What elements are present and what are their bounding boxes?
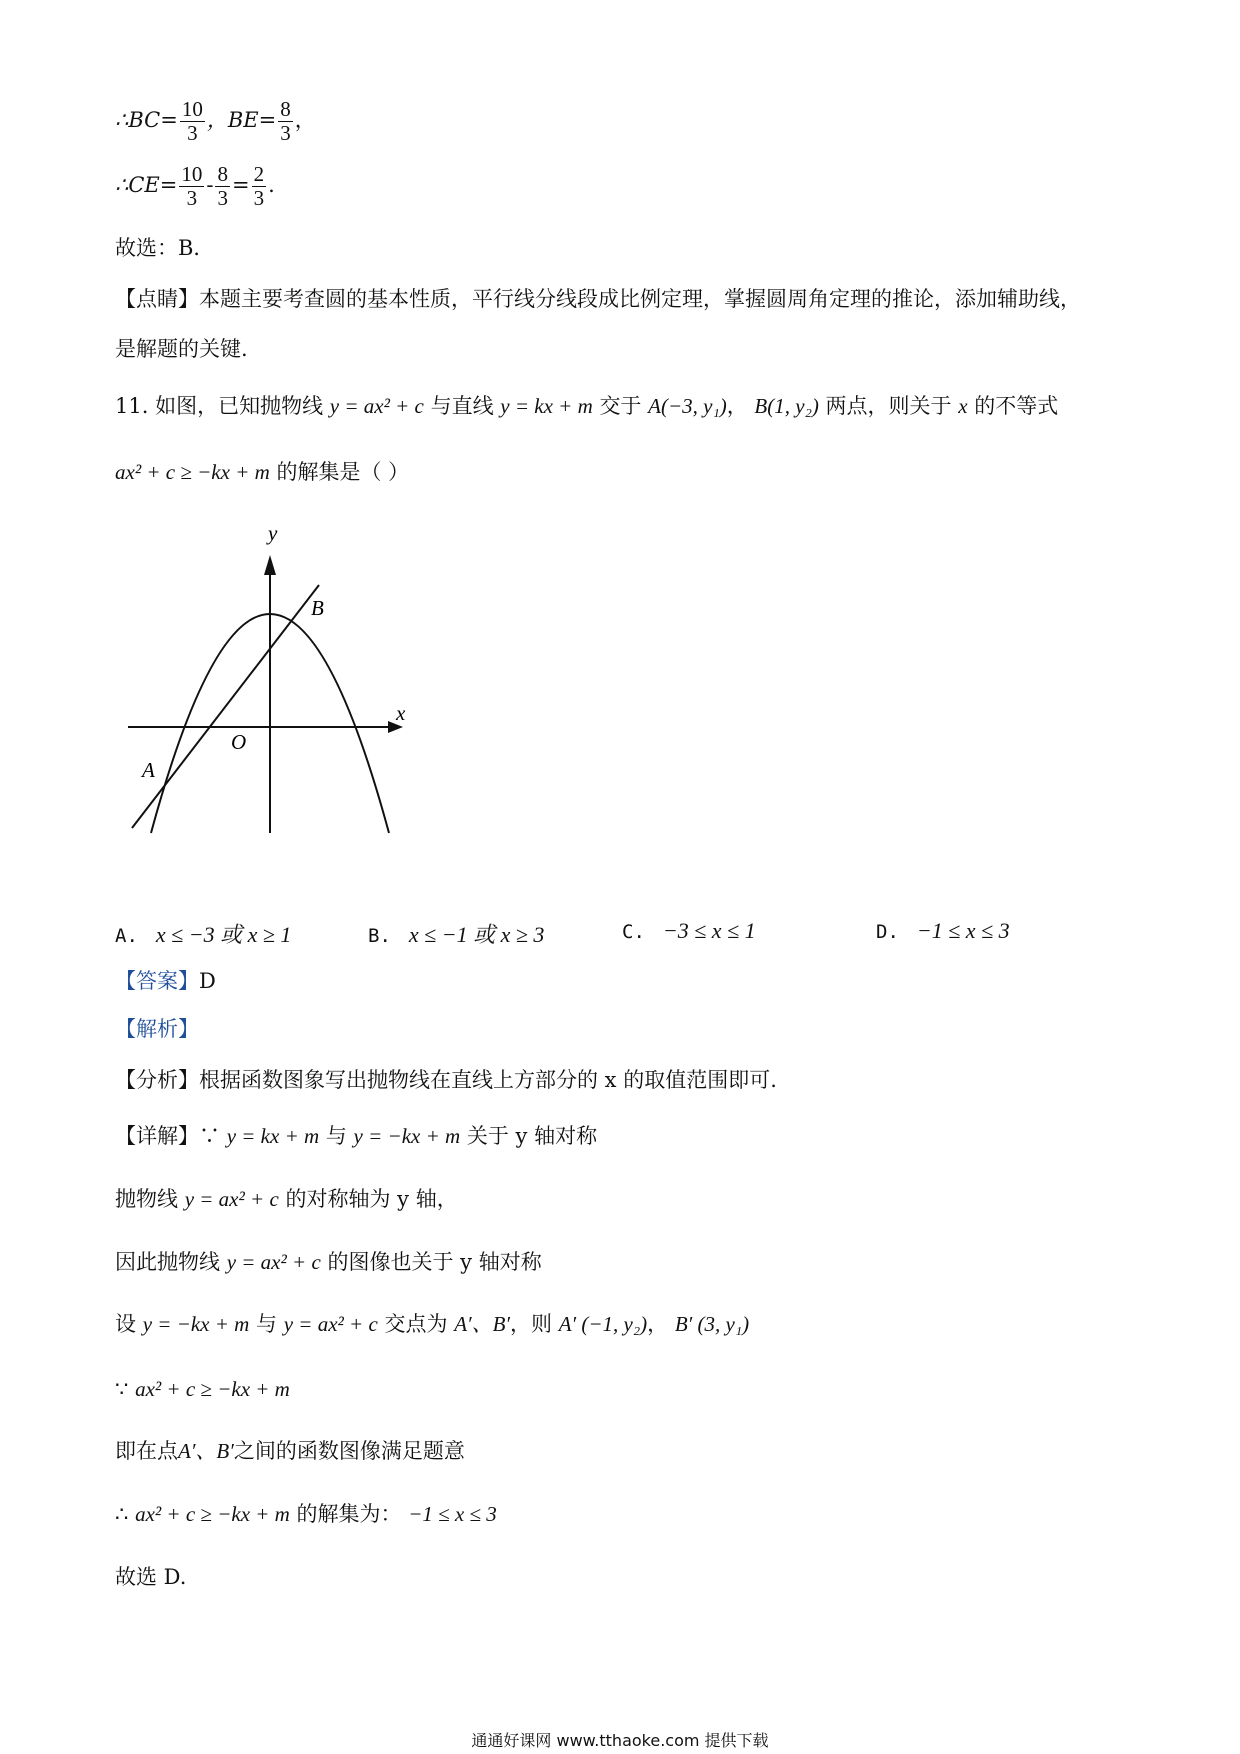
- label-x: x: [396, 701, 406, 725]
- label-origin: O: [231, 730, 247, 754]
- y-axis-arrow: [264, 555, 276, 575]
- point-a: A(−3, y₁): [648, 394, 727, 418]
- bc-be-line: ∴BC= $\frac{10}{3}$ ，BE= $\frac{8}{3}$ ，: [115, 97, 316, 146]
- analysis-tag: 【解析】: [115, 1017, 199, 1041]
- analysis-line-7: ∴ ax² + c ≥ −kx + m 的解集为： −1 ≤ x ≤ 3: [115, 1502, 497, 1526]
- ce-label: ∴CE=: [115, 173, 178, 198]
- question-number: 11.: [115, 394, 149, 418]
- analysis-line-5: ∵ ax² + c ≥ −kx + m: [115, 1377, 290, 1401]
- be-fraction: $\frac{8}{3}$: [280, 97, 291, 146]
- option-c: C. −3 ≤ x ≤ 1: [622, 918, 756, 943]
- question-line-1: 11. 如图，已知抛物线 y = ax² + c 与直线 y = kx + m 交于 A(−3, y₁)， B(1, y₂) 两点，则关于 x 的不等式: [115, 394, 1059, 418]
- parabola-line-graph: [118, 515, 418, 845]
- xiangjie-tag: 【详解】: [115, 1124, 199, 1148]
- ce-fraction-a: $\frac{10}{3}$: [181, 162, 203, 211]
- prev-choice: 故选：B．: [115, 236, 215, 260]
- answer-line: [115, 967, 216, 995]
- option-d: D. −1 ≤ x ≤ 3: [876, 918, 1010, 943]
- eq-parabola: y = ax² + c: [329, 394, 424, 418]
- answer-value: D: [199, 969, 216, 993]
- label-a: A: [142, 758, 155, 782]
- dianjing-line-2: 是解题的关键.: [115, 337, 248, 361]
- answer-tag: 【答案】: [115, 969, 199, 993]
- option-a: A. x ≤ −3 或 x ≥ 1: [115, 922, 292, 947]
- eq-line: y = kx + m: [500, 394, 593, 418]
- point-b: B(1, y₂): [754, 394, 819, 418]
- be-label: ，BE=: [206, 108, 277, 133]
- analysis-line-6: 即在点A′、B′之间的函数图像满足题意: [115, 1439, 465, 1463]
- bc-fraction: $\frac{10}{3}$: [181, 97, 203, 146]
- analysis-line-8: 故选 D.: [115, 1565, 187, 1589]
- analysis-line-4: 设 y = −kx + m 与 y = ax² + c 交点为 A′、B′，则 A′ (−1, y₂)， B′ (3, y₁): [115, 1312, 750, 1336]
- label-b: B: [311, 596, 324, 620]
- inequality: ax² + c ≥ −kx + m: [115, 460, 270, 484]
- label-y: y: [268, 521, 278, 545]
- ce-line: ∴CE= $\frac{10}{3}$ - $\frac{8}{3}$ = $\frac{2}{3}$ .: [115, 162, 275, 211]
- ce-fraction-c: $\frac{2}{3}$: [253, 162, 265, 211]
- footer: 通通好课网 www.tthaoke.com 提供下载: [471, 1731, 769, 1750]
- straight-line: [132, 585, 319, 828]
- xiangjie-line: 【详解】∵ y = kx + m 与 y = −kx + m 关于 y 轴对称: [115, 1124, 598, 1148]
- fenxi-line: 【分析】根据函数图象写出抛物线在直线上方部分的 x 的取值范围即可.: [115, 1068, 777, 1092]
- analysis-line-2: 抛物线 y = ax² + c 的对称轴为 y 轴，: [115, 1187, 458, 1211]
- question-line-2: ax² + c ≥ −kx + m 的解集是（ ）: [115, 460, 410, 484]
- option-b: B. x ≤ −1 或 x ≥ 3: [368, 922, 545, 947]
- bc-label: ∴BC=: [115, 108, 178, 133]
- ce-fraction-b: $\frac{8}{3}$: [217, 162, 228, 211]
- dianjing-line-1: 【点睛】本题主要考查圆的基本性质，平行线分线段成比例定理，掌握圆周角定理的推论，添加辅助线，: [115, 287, 1081, 311]
- analysis-line-3: 因此抛物线 y = ax² + c 的图像也关于 y 轴对称: [115, 1250, 542, 1274]
